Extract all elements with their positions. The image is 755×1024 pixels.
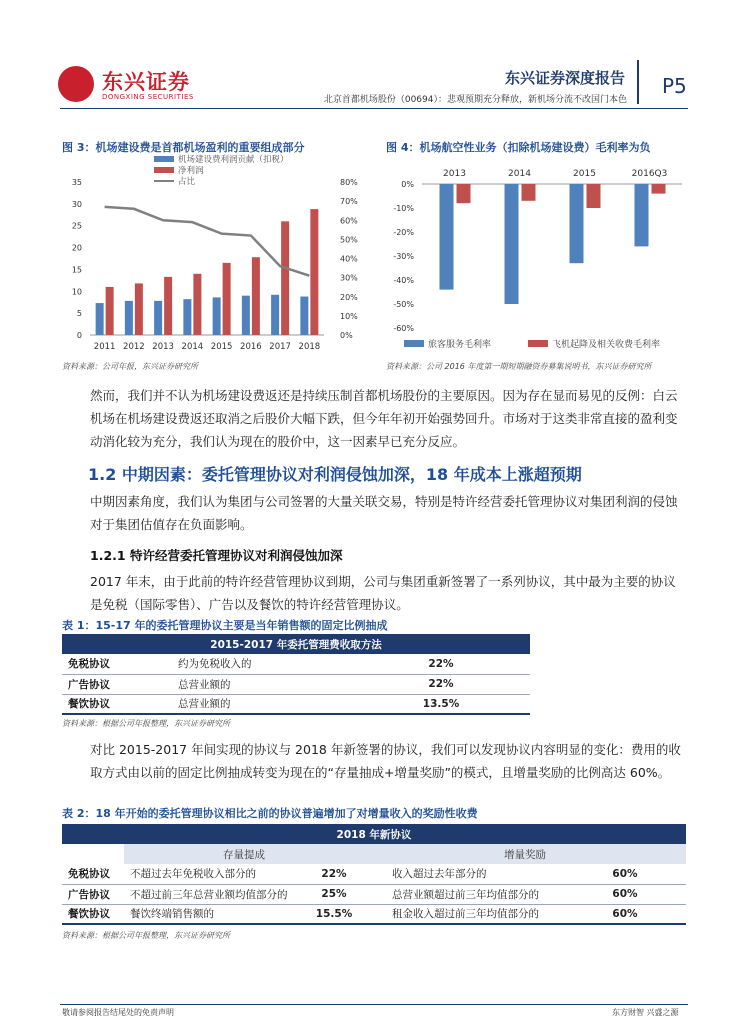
x-tick-label: 2017 [269, 342, 291, 352]
table-row [62, 904, 686, 924]
y-tick-label: 25 [71, 221, 82, 231]
row-label: 免税协议 [62, 654, 172, 674]
x-tick-label: 2011 [93, 342, 116, 352]
bar-aircraft-margin [652, 184, 666, 194]
report-title: 东兴证券深度报告 [504, 69, 625, 87]
y-tick-label: 5 [76, 309, 82, 319]
row-label: 餐饮协议 [68, 698, 110, 711]
y2-tick-label: 20% [340, 292, 358, 302]
bar-aircraft-margin [587, 184, 601, 208]
table-2-header: 2018 年新协议 [62, 824, 686, 844]
bar-net-profit [310, 209, 318, 335]
bar-passenger-margin [635, 184, 649, 246]
table-1 [62, 634, 530, 715]
bar-airport-fee [271, 295, 279, 335]
y2-tick-label: 70% [340, 197, 358, 207]
legend-label-share: 占比 [178, 177, 196, 187]
table-row [62, 674, 530, 694]
table-2-subheader-stock: 存量提成 [124, 844, 364, 864]
bar-aircraft-margin [457, 184, 471, 203]
logo-text: 东兴证券 [102, 70, 190, 94]
header-rule [60, 108, 688, 109]
bar-net-profit [223, 263, 231, 335]
row-label: 餐饮协议 [68, 908, 110, 921]
x-tick-label: 2013 [443, 169, 466, 179]
row-value: 13.5% [422, 697, 460, 710]
table-2-source: 资料来源：根据公司年报整理，东兴证券研究所 [62, 931, 230, 940]
bar-passenger-margin [440, 184, 454, 290]
legend-label-aircraft: 飞机起降及相关收费毛利率 [552, 340, 661, 350]
legend-swatch-airport-fee [154, 156, 174, 162]
footer-disclaimer: 敬请参阅报告结尾处的免责声明 [62, 1008, 174, 1017]
x-tick-label: 2015 [573, 169, 596, 179]
y-tick-label: -40% [393, 276, 414, 285]
row-label: 广告协议 [62, 884, 124, 904]
figure-4-title: 图 4：机场航空性业务（扣除机场建设费）毛利率为负 [386, 141, 651, 154]
row-label: 广告协议 [62, 674, 172, 694]
y2-tick-label: 30% [340, 273, 358, 283]
subsection-heading-1-2-1: 1.2.1 特许经营委托管理协议对利润侵蚀加深 [90, 548, 343, 563]
bar-airport-fee [96, 303, 104, 335]
x-tick-label: 2012 [123, 342, 145, 352]
x-tick-label: 2018 [298, 342, 321, 352]
row-value: 22% [352, 654, 530, 674]
bar-passenger-margin [505, 184, 519, 304]
y2-tick-label: 50% [340, 235, 358, 245]
table-row [62, 884, 686, 904]
x-tick-label: 2014 [508, 169, 531, 179]
bar-net-profit [106, 287, 114, 335]
footer-rule [60, 1004, 688, 1005]
section-heading-1-2: 1.2 中期因素：委托管理协议对利润侵蚀加深，18 年成本上涨超预期 [88, 465, 582, 484]
y2-tick-label: 10% [340, 311, 358, 321]
y-tick-label: 15 [71, 265, 82, 275]
logo-subtext: DONGXING SECURITIES [102, 93, 194, 101]
y-tick-label: -20% [393, 228, 414, 237]
table-row [62, 694, 530, 714]
row-desc-stock: 不超过去年免税收入部分的 [124, 864, 304, 884]
table-1-header: 2015-2017 年委托管理费收取方法 [62, 634, 530, 654]
y-tick-label: 20 [71, 243, 82, 253]
figure-3-chart [62, 152, 380, 358]
table-2 [62, 824, 686, 925]
row-value: 22% [352, 674, 530, 694]
figure-4-source: 资料来源：公司 2016 年度第一期短期融资券募集说明书，东兴证券研究所 [386, 362, 652, 371]
paragraph-1: 然而，我们并不认为机场建设费返还是持续压制首都机场股份的主要原因。因为存在显而易见的反例：白云机场在机场建设费返还取消之后股价大幅下跌，但今年年初开始强势回升。市场对于这类非常直接的盈利变动消化较为充分，我们认为现在的股价中，这一因素早已充分反应。 [90, 388, 678, 449]
bar-airport-fee [300, 297, 308, 335]
x-tick-label: 2013 [152, 342, 174, 352]
y-tick-label: -60% [393, 324, 414, 333]
report-subtitle: 北京首都机场股份（00694）：悲观预期充分释放，新机场分流不改国门本色 [323, 95, 627, 105]
bar-net-profit [193, 274, 201, 335]
y-tick-label: 0% [401, 180, 414, 189]
y-tick-label: 30 [71, 199, 82, 209]
row-desc-incremental: 收入超过去年部分的 [364, 864, 564, 884]
legend-swatch-net-profit [154, 167, 174, 173]
page-number: P5 [662, 74, 687, 98]
table-1-source: 资料来源：根据公司年报整理，东兴证券研究所 [62, 719, 230, 728]
bar-net-profit [281, 221, 289, 335]
y2-tick-label: 40% [340, 254, 358, 264]
header-divider [637, 60, 639, 104]
x-tick-label: 2015 [210, 342, 233, 352]
legend-label-net-profit: 净利润 [178, 166, 204, 176]
table-2-title: 表 2：18 年开始的委托管理协议相比之前的协议普遍增加了对增量收入的奖励性收费 [62, 807, 478, 820]
row-desc-stock: 不超过前三年总营业额均值部分的 [124, 884, 304, 904]
logo-mark [58, 66, 94, 102]
legend-swatch-passenger [404, 340, 424, 347]
x-tick-label: 2014 [181, 342, 204, 352]
row-desc: 总营业额的 [178, 698, 231, 711]
legend-label-airport-fee: 机场建设费利润贡献（扣税） [178, 155, 289, 165]
x-tick-label: 2016 [240, 342, 262, 352]
paragraph-4: 对比 2015-2017 年间实现的协议与 2018 年新签署的协议，我们可以发现协议内容明显的变化：费用的收取方式由以前的固定比例抽成转变为现在的“存量抽成+增量奖励”的模式，且增量奖励的比例高达 60%。 [90, 742, 681, 780]
y-tick-label: 10 [71, 287, 82, 297]
bar-net-profit [135, 283, 143, 335]
y-tick-label: -50% [393, 300, 414, 309]
row-value-incremental: 60% [564, 884, 686, 904]
line-share [105, 207, 310, 276]
row-value-stock: 15.5% [315, 907, 353, 920]
row-value-incremental: 60% [612, 907, 638, 920]
legend-label-passenger: 旅客服务毛利率 [428, 340, 492, 350]
footer-slogan: 东方财智 兴盛之源 [612, 1008, 679, 1017]
table-1-title: 表 1：15-17 年的委托管理协议主要是当年销售额的固定比例抽成 [62, 619, 388, 632]
bar-airport-fee [125, 301, 133, 335]
row-value-stock: 25% [304, 884, 364, 904]
table-2-subheader-incremental: 增量奖励 [364, 844, 686, 864]
bar-airport-fee [183, 299, 191, 335]
bar-airport-fee [154, 301, 162, 335]
paragraph-2: 中期因素角度，我们认为集团与公司签署的大量关联交易，特别是特许经营委托管理协议对集团利润的侵蚀对于集团估值存在负面影响。 [90, 494, 678, 532]
figure-3-source: 资料来源：公司年报，东兴证券研究所 [62, 362, 198, 371]
table-row [62, 654, 530, 674]
figure-4-chart [386, 158, 688, 358]
y-tick-label: 0 [76, 331, 82, 340]
bar-net-profit [252, 257, 260, 335]
y-tick-label: 35 [71, 178, 82, 187]
legend-swatch-aircraft [528, 340, 548, 347]
figure-3-title: 图 3：机场建设费是首都机场盈利的重要组成部分 [62, 141, 305, 154]
y2-tick-label: 0% [340, 331, 353, 340]
bar-net-profit [164, 277, 172, 335]
y-tick-label: -10% [393, 204, 414, 213]
paragraph-3: 2017 年末，由于此前的特许经营管理协议到期，公司与集团重新签署了一系列协议，其中最为主要的协议是免税（国际零售）、广告以及餐饮的特许经营管理协议。 [90, 574, 676, 612]
y2-tick-label: 80% [340, 178, 358, 187]
row-desc-stock: 餐饮终端销售额的 [130, 908, 214, 921]
row-value-stock: 22% [304, 864, 364, 884]
row-value-incremental: 60% [564, 864, 686, 884]
bar-airport-fee [213, 297, 221, 335]
row-desc-incremental: 租金收入超过前三年均值部分的 [392, 908, 539, 921]
bar-airport-fee [242, 296, 250, 335]
row-desc: 约为免税收入的 [172, 654, 352, 674]
row-label: 免税协议 [62, 864, 124, 884]
x-tick-label: 2016Q3 [631, 169, 668, 179]
row-desc: 总营业额的 [172, 674, 352, 694]
y2-tick-label: 60% [340, 216, 358, 226]
row-desc-incremental: 总营业额超过前三年均值部分的 [364, 884, 564, 904]
bar-aircraft-margin [522, 184, 536, 201]
table-row [62, 864, 686, 884]
y-tick-label: -30% [393, 252, 414, 261]
bar-passenger-margin [570, 184, 584, 263]
